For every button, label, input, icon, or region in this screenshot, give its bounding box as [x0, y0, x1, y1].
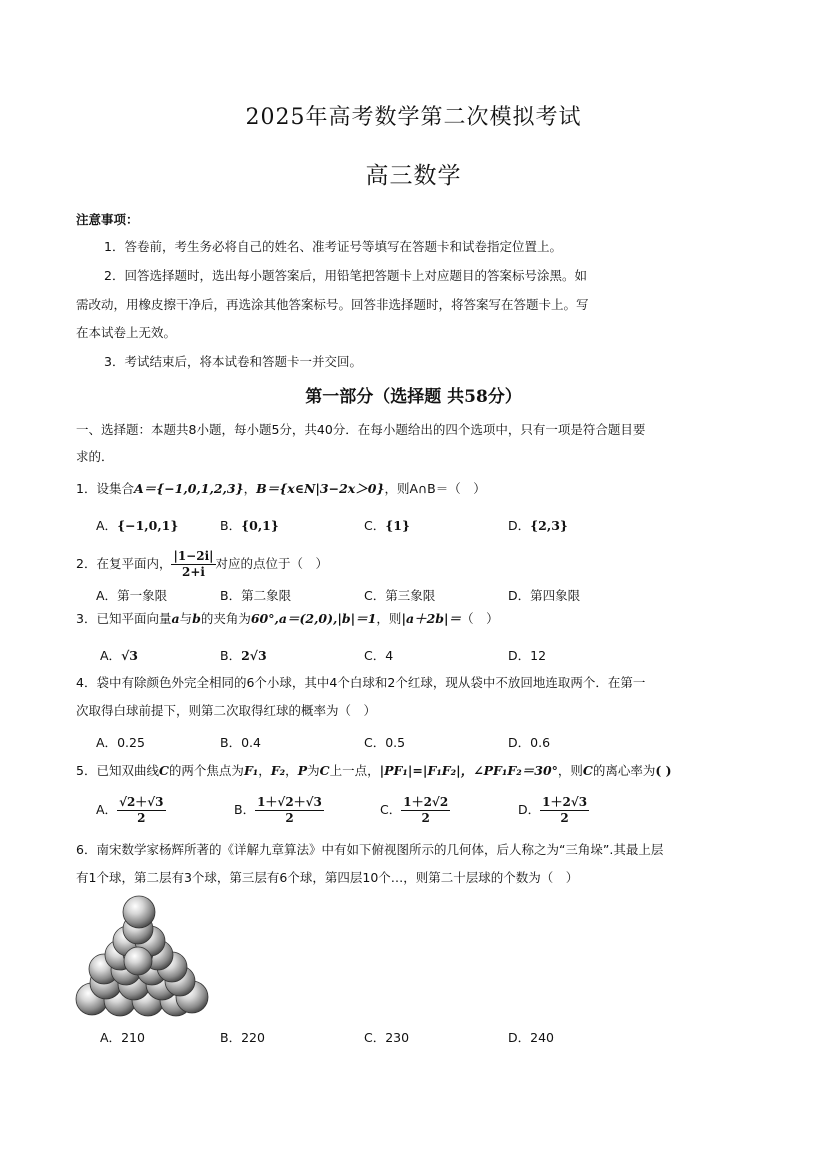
question-6-line2: 有1个球，第二层有3个球，第三层有6个球，第四层10个…，则第二十层球的个数为（ ） — [76, 870, 579, 885]
question-4-line1: 4．袋中有除颜色外完全相同的6个小球，其中4个白球和2个红球，现从袋中不放回地连取两个．在第一 — [76, 675, 646, 690]
part1-title: 第一部分（选择题 共58分） — [305, 387, 522, 407]
q1-option-b: B．{0,1} — [220, 518, 279, 533]
exam-title: 2025年高考数学第二次模拟考试 — [245, 105, 582, 130]
notice-item-2-cont: 需改动，用橡皮擦干净后，再选涂其他答案标号。回答非选择题时，将答案写在答题卡上。写 — [76, 297, 589, 312]
question-4-line2: 次取得白球前提下，则第二次取得红球的概率为（ ） — [76, 703, 377, 718]
q6-option-b: B．220 — [220, 1030, 265, 1045]
q1-tail: ，则A∩B＝（ ） — [384, 481, 486, 496]
notice-item-2: 2．回答选择题时，选出每小题答案后，用铅笔把答题卡上对应题目的答案标号涂黑。如 — [104, 268, 587, 283]
q6-option-c: C．230 — [364, 1030, 410, 1045]
q2-num: 2． — [76, 556, 97, 571]
notice-heading: 注意事项： — [76, 212, 139, 227]
q2-fraction: $\frac{|1-2i|}{2+i}$ — [173, 549, 214, 579]
q2-option-d: D．第四象限 — [508, 588, 581, 603]
q3-option-b: B．2√3 — [220, 648, 267, 663]
q4-option-b: B．0.4 — [220, 735, 261, 750]
q6-option-a: A．210 — [100, 1030, 145, 1045]
q4-option-d: D．0.6 — [508, 735, 551, 750]
q2-option-b: B．第二象限 — [220, 588, 292, 603]
section-intro-line2: 求的． — [76, 449, 114, 464]
notice-item-2-end: 在本试卷上无效。 — [76, 325, 177, 340]
q1-option-c: C．{1} — [364, 518, 411, 533]
q2-post: 对应的点位于（ ） — [215, 556, 329, 571]
q6-option-d: D．240 — [508, 1030, 554, 1045]
q1-option-a: A．{−1,0,1} — [96, 518, 179, 533]
triangular-pile-figure — [70, 893, 215, 1018]
q2-option-a: A．第一象限 — [96, 588, 168, 603]
q3-option-a: A．√3 — [100, 648, 138, 663]
question-5: 5．已知双曲线C的两个焦点为F₁，F₂，P为C上一点，|PF₁|=|F₁F₂|，∠PF₁F₂＝30°，则C的离心率为( ) — [76, 763, 672, 778]
question-2 — [76, 546, 328, 582]
q5-option-a: A． $\frac{√2+√3}{2}$ — [96, 795, 164, 825]
q3-option-c: C．4 — [364, 648, 394, 663]
question-6-line1: 6．南宋数学家杨辉所著的《详解九章算法》中有如下俯视图所示的几何体，后人称之为“三角垛”.其最上层 — [76, 842, 664, 857]
notice-item-3: 3．考试结束后，将本试卷和答题卡一并交回。 — [104, 354, 362, 369]
q2-option-c: C．第三象限 — [364, 588, 436, 603]
q1-option-d: D．{2,3} — [508, 518, 568, 533]
q1-sep: ， — [243, 481, 257, 496]
q1-setB: B＝{x∈N|3−2x＞0} — [256, 481, 385, 496]
q5-option-d: D． $\frac{1+2√3}{2}$ — [518, 795, 588, 825]
exam-subtitle: 高三数学 — [365, 163, 462, 189]
q2-pre: 在复平面内， — [96, 556, 172, 571]
q4-option-a: A．0.25 — [96, 735, 145, 750]
q3-option-d: D．12 — [508, 648, 547, 663]
q1-num: 1． — [76, 481, 97, 496]
q1-setA: A＝{−1,0,1,2,3} — [133, 481, 244, 496]
q5-option-c: C． $\frac{1+2√2}{2}$ — [380, 795, 449, 825]
notice-item-1: 1．答卷前，考生务必将自己的姓名、准考证号等填写在答题卡和试卷指定位置上。 — [104, 239, 562, 254]
question-3: 3．已知平面向量a与b的夹角为60°,a＝(2,0),|b|＝1，则|a＋2b|＝（ ） — [76, 611, 499, 626]
q1-text: 设集合 — [96, 481, 134, 496]
q5-option-b: B． $\frac{1+√2+√3}{2}$ — [234, 795, 322, 825]
question-1 — [76, 480, 486, 498]
q4-option-c: C．0.5 — [364, 735, 406, 750]
section-intro-line1: 一、选择题：本题共8小题，每小题5分，共40分．在每小题给出的四个选项中，只有一项是符合题目要 — [76, 422, 646, 437]
